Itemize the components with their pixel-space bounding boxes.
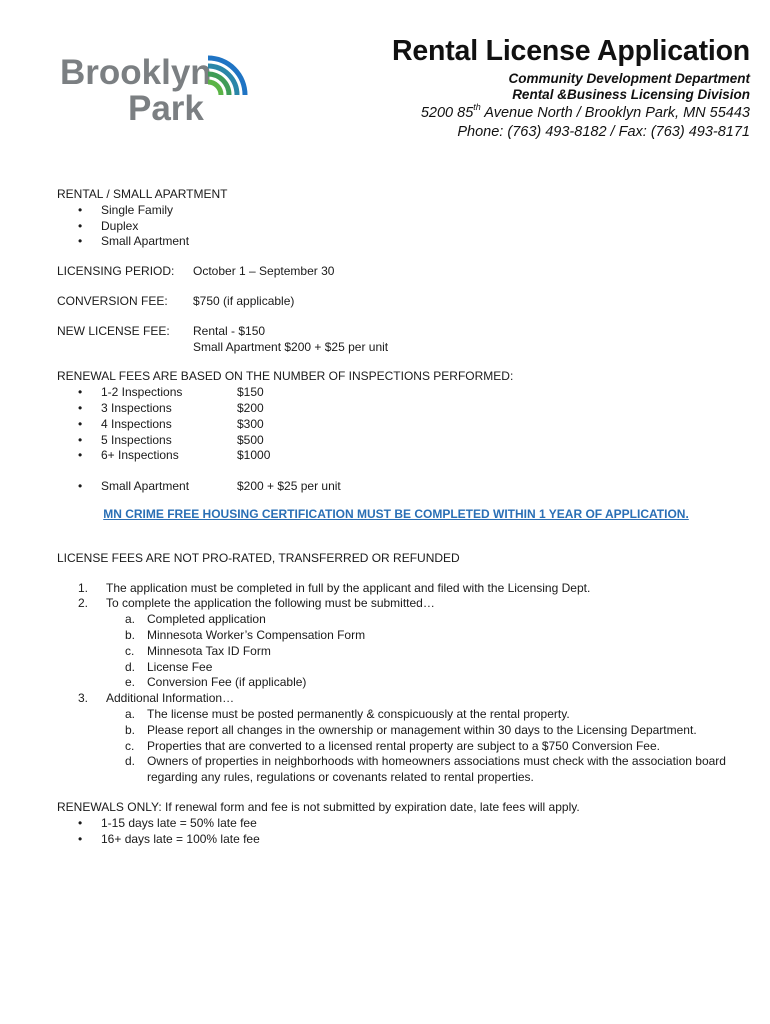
sub-item: [106, 644, 747, 660]
renewal-fee-label: 1-2 Inspections: [101, 385, 183, 400]
sub-item-text: Minnesota Worker’s Compensation Form: [147, 627, 366, 642]
sub-item-text: Conversion Fee (if applicable): [147, 675, 307, 690]
address-rest: Avenue North / Brooklyn Park, MN 55443: [480, 105, 750, 121]
sub-item-text: The license must be posted permanently & conspicuously at the rental property.: [147, 706, 570, 721]
sub-item-letter: a.: [125, 706, 136, 721]
sub-item-text: Completed application: [147, 612, 266, 627]
logo-line-2: Park: [128, 89, 204, 128]
sub-item: [106, 739, 747, 755]
instruction-item: [57, 691, 747, 786]
licensing-period-label: LICENSING PERIOD:: [57, 264, 175, 279]
new-license-fee-values: [193, 324, 388, 356]
sub-item-text: Properties that are converted to a licensed rental property are subject to a $750 Conversion Fee.: [147, 738, 660, 753]
renewal-fees-heading: RENEWAL FEES ARE BASED ON THE NUMBER OF INSPECTIONS PERFORMED:: [57, 369, 514, 384]
renewal-fees-section: [57, 369, 747, 495]
instruction-text: Additional Information…: [106, 691, 235, 706]
sub-item-letter: d.: [125, 659, 136, 674]
sub-item-letter: d.: [125, 754, 136, 769]
list-item: • 1-15 days late = 50% late fee: [57, 816, 747, 832]
licensing-period-row: [57, 264, 747, 280]
rental-types-list: [57, 203, 747, 250]
conversion-fee-value: $750 (if applicable): [193, 293, 295, 308]
crime-free-housing-notice: MN CRIME FREE HOUSING CERTIFICATION MUST BE COMPLETED WITHIN 1 YEAR OF APPLICATION.: [103, 506, 689, 521]
conversion-fee-row: [57, 294, 747, 310]
sub-item: [106, 660, 747, 676]
renewal-fees-list: [57, 385, 747, 464]
renewal-fee-row: [57, 479, 747, 495]
new-license-fee-small-apartment: Small Apartment $200 + $25 per unit: [193, 339, 389, 354]
list-item: • 16+ days late = 100% late fee: [57, 832, 747, 848]
renewal-fee-row: [57, 417, 747, 433]
sub-item-letter: e.: [125, 675, 136, 690]
renewal-fee-label: 4 Inspections: [101, 416, 172, 431]
logo-line-1: Brooklyn: [60, 53, 212, 92]
document-body: [57, 187, 747, 847]
rental-types-section: [57, 187, 747, 250]
sub-item: [106, 675, 747, 691]
department-name: Community Development Department: [508, 71, 750, 86]
new-license-fee-label: NEW LICENSE FEE:: [57, 323, 170, 338]
sub-item-letter: a.: [125, 612, 136, 627]
logo-graphic: [58, 40, 258, 130]
sub-item-letter: b.: [125, 722, 136, 737]
wave-arcs-icon: [208, 58, 245, 95]
instruction-text: To complete the application the following must be submitted…: [106, 596, 435, 611]
address: [392, 104, 750, 123]
list-item: • Small Apartment: [57, 234, 747, 250]
renewal-fee-label: 6+ Inspections: [101, 448, 179, 463]
fees-not-refundable-notice: LICENSE FEES ARE NOT PRO-RATED, TRANSFERRED OR REFUNDED: [57, 550, 460, 565]
renewal-fee-amount: $1000: [237, 448, 271, 463]
sub-item: [106, 628, 747, 644]
sub-item-text: Please report all changes in the ownership or management within 30 days to the Licensing Department.: [147, 722, 697, 737]
late-fee-list: [57, 816, 747, 848]
brooklyn-park-logo: [58, 40, 258, 130]
address-street-number: 5200 85: [420, 105, 474, 121]
address-ordinal-suffix: th: [473, 102, 481, 112]
division-name: Rental &Business Licensing Division: [512, 87, 750, 102]
sub-item-text: License Fee: [147, 659, 213, 674]
page-title: Rental License Application: [392, 35, 750, 67]
renewal-fee-label: 3 Inspections: [101, 400, 172, 415]
phone-fax: Phone: (763) 493-8182 / Fax: (763) 493-8171: [457, 124, 750, 140]
renewals-section: [57, 800, 747, 847]
renewal-fee-amount: $200: [237, 400, 264, 415]
rental-types-heading: RENTAL / SMALL APARTMENT: [57, 187, 228, 201]
renewal-fee-label: 5 Inspections: [101, 432, 172, 447]
letterhead: [392, 34, 750, 142]
sub-item-letter: b.: [125, 627, 136, 642]
sub-item-letter: c.: [125, 738, 135, 753]
renewal-fee-row: [57, 448, 747, 464]
sub-item: [106, 723, 747, 739]
renewal-fee-amount: $200 + $25 per unit: [237, 479, 341, 494]
renewal-fee-amount: $300: [237, 416, 264, 431]
renewal-fee-amount: $150: [237, 385, 264, 400]
small-apartment-fee-list: [57, 479, 747, 495]
conversion-fee-label: CONVERSION FEE:: [57, 293, 168, 308]
instruction-item: [57, 581, 747, 597]
renewal-fee-row: [57, 385, 747, 401]
sub-item-text: Minnesota Tax ID Form: [147, 643, 271, 658]
renewal-fee-amount: $500: [237, 432, 264, 447]
renewal-fee-row: [57, 401, 747, 417]
renewal-fee-label: Small Apartment: [101, 479, 190, 494]
required-documents-list: [106, 612, 747, 691]
sub-item: [106, 707, 747, 723]
renewal-fee-row: [57, 433, 747, 449]
instructions-list: [57, 581, 747, 786]
renewals-heading: RENEWALS ONLY: If renewal form and fee is not submitted by expiration date, late fees will apply.: [57, 799, 580, 814]
instruction-number: 2.: [78, 596, 89, 611]
instruction-text: The application must be completed in full by the applicant and filed with the Licensing Dept.: [106, 580, 591, 595]
additional-info-list: [106, 707, 747, 786]
sub-item: [106, 612, 747, 628]
sub-item-text: Owners of properties in neighborhoods with homeowners associations must check with the association board regarding any rules, regulations or covenants related to rental properties.: [147, 754, 726, 785]
new-license-fee-rental: Rental - $150: [193, 323, 266, 338]
instruction-number: 3.: [78, 691, 89, 706]
new-license-fee-row: [57, 324, 747, 356]
list-item: • Single Family: [57, 203, 747, 219]
licensing-period-value: October 1 – September 30: [193, 264, 335, 279]
sub-item: [106, 754, 747, 786]
sub-item-letter: c.: [125, 643, 135, 658]
instruction-item: [57, 596, 747, 691]
instruction-number: 1.: [78, 580, 89, 595]
list-item: • Duplex: [57, 219, 747, 235]
